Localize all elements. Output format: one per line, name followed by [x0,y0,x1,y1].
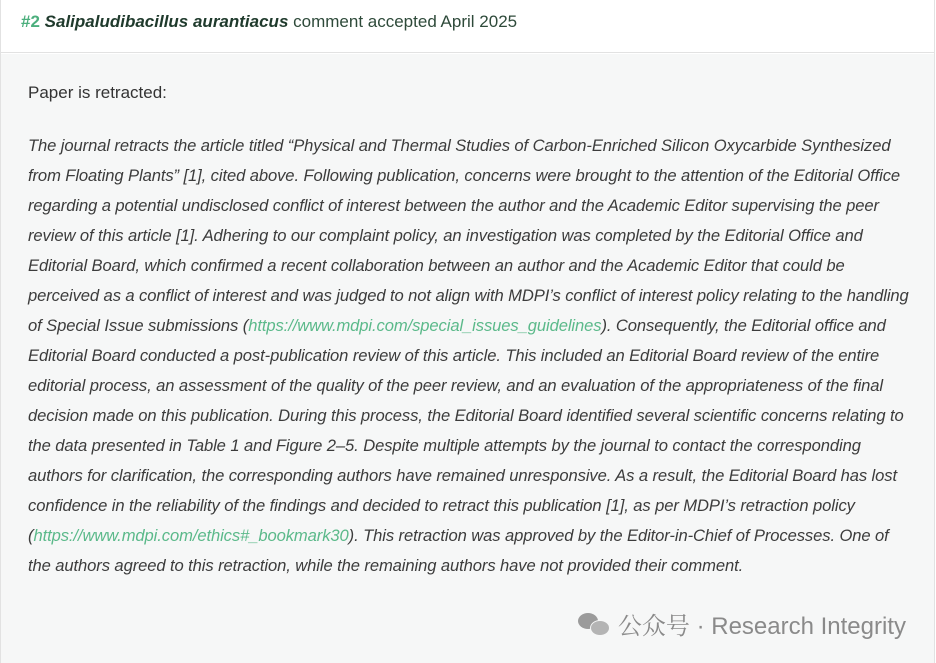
ethics-policy-link[interactable]: https://www.mdpi.com/ethics#_bookmark30 [33,526,349,545]
special-issues-guidelines-link[interactable]: https://www.mdpi.com/special_issues_guidelines [248,316,602,335]
comment-number: #2 [21,12,40,31]
retraction-notice [28,131,910,581]
wechat-icon [578,611,610,637]
retraction-text-part3: ). This retraction was approved by the Editor-in-Chief of Processes. One of the authors agreed to this retraction, while the remaining authors have not provided their comment. [28,526,889,575]
watermark-text: 公众号 · Research Integrity [617,613,906,640]
comment-body [1,54,934,663]
watermark [578,606,906,641]
species-name[interactable]: Salipaludibacillus aurantiacus [44,12,289,31]
comment-header [1,0,934,53]
retraction-text-part1: The journal retracts the article titled “Physical and Thermal Studies of Carbon-Enriched Silicon Oxycarbide Synthesized from Floating Plants” [1], cited above. Following publication, concerns were brought to the attention of the Editorial Office regarding a potential undisclosed conflict of interest between the author and the Academic Editor supervising the peer review of this article [1]. Adhering to our complaint policy, an investigation was completed by the Editorial Office and Editorial Board, which confirmed a recent collaboration between an author and the Academic Editor that could be perceived as a conflict of interest and was judged to not align with MDPI’s conflict of interest policy relating to the handling of Special Issue submissions ( [28,136,909,335]
comment-lead: Paper is retracted: [28,83,167,102]
retraction-text-part2: ). Consequently, the Editorial office and Editorial Board conducted a post-publication review of this article. This included an Editorial Board review of the entire editorial process, an assessment of the quality of the peer review, and an evaluation of the appropriateness of the final decision made on this publication. During this process, the Editorial Board identified several scientific concerns relating to the data presented in Table 1 and Figure 2–5. Despite multiple attempts by the journal to contact the corresponding authors for clarification, the corresponding authors have remained unresponsive. As a result, the Editorial Board has lost confidence in the reliability of the findings and decided to retract this publication [1], as per MDPI’s retraction policy ( [28,316,904,545]
comment-status: comment accepted April 2025 [293,12,518,31]
